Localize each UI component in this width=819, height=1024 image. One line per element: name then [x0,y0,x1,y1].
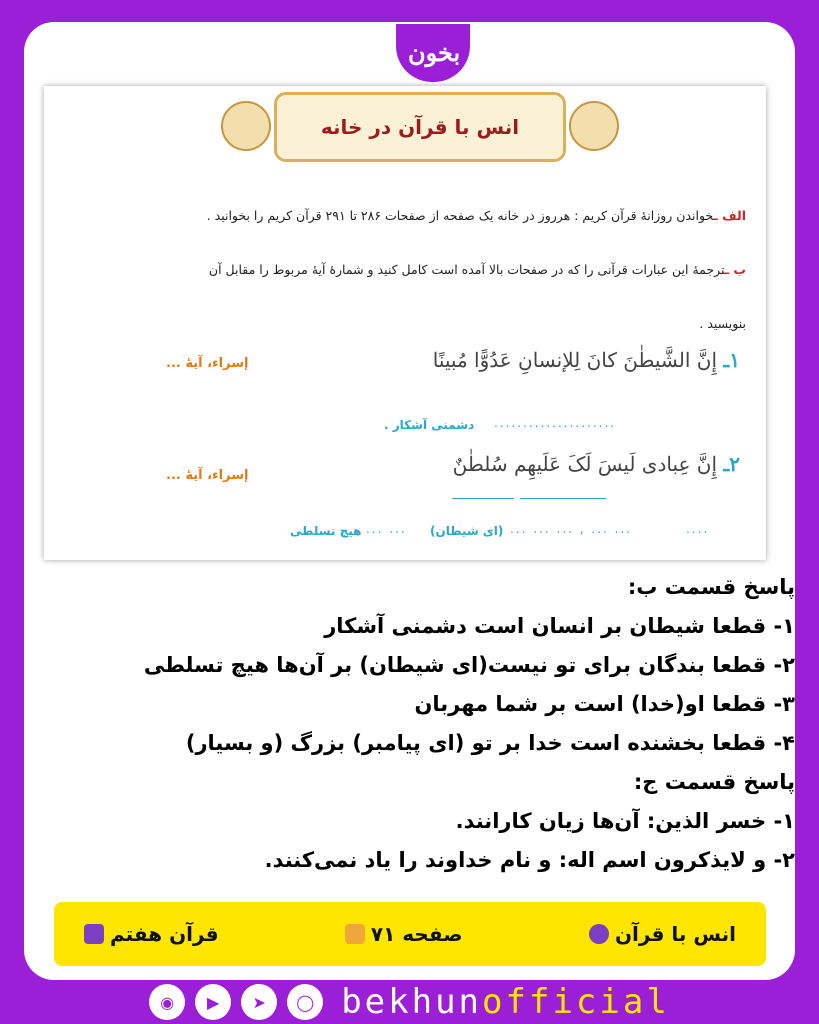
answer-line: ۳- قطعا او(خدا) است بر شما مهربان [414,692,795,716]
answers-block [55,568,795,880]
bekhun-logo [396,24,470,82]
footer-page-label: صفحه ۷۱ [370,922,463,946]
footer-course-label: قرآن هفتم [110,922,219,946]
answer-line: ۲- و لایذکرون اسم اله: و نام خداوند را یاد نمی‌کنند. [264,848,795,872]
alef-label: الف ـ [713,208,746,223]
title-frame [274,92,566,162]
textbook-scan [44,86,766,560]
brand-yellow: official [482,982,670,1022]
student-icon [589,924,609,944]
verse-1-dots: ..................... [494,416,617,430]
verse-2-dots-2: ... ... ... , ... ... [510,522,633,536]
verse-2-answer-none: هیچ تسلطی [290,524,362,538]
verse-2 [453,452,740,476]
verse-2-text: إِنَّ عِبادی لَیسَ لَکَ عَلَیهِم سُلطٰنٌ [452,452,718,476]
logo-text: بخون [408,38,461,67]
answer-line: ۱- خسر الذین: آن‌ها زیان کارانند. [455,809,795,833]
footer-page [345,922,463,946]
line-be [209,262,746,277]
answer-line: ۴- قطعا بخشنده است خدا بر تو (ای پیامبر) بزرگ (و بسیار) [185,731,795,755]
scan-title: انس با قرآن در خانه [320,115,520,139]
footer-topic [589,922,736,946]
be-text: ترجمهٔ این عبارات قرآنی را که در صفحات بالا آمده است کامل کنید و شمارهٔ آیهٔ مربوط را مقابل آن [208,262,725,277]
footer-bar [54,902,766,966]
verse-1 [433,348,740,372]
book-icon [345,924,365,944]
youtube-icon[interactable]: ▶ [195,984,231,1020]
verse-1-text: إِنَّ الشَّیطٰنَ کانَ لِلإنسانِ عَدُوًّا مُبینًا [432,348,718,372]
verse-2-dots-3: .... [686,522,710,536]
verse-2-answer-satan: (ای شیطان) [430,524,504,538]
verse-2-number: ۲ـ [723,452,740,476]
social-bar [0,980,819,1024]
graduation-icon [84,924,104,944]
answer-heading-je: پاسخ قسمت ج: [633,770,795,794]
instagram-icon[interactable]: ◯ [287,984,323,1020]
verse-2-underline-2 [520,498,606,499]
footer-course [84,922,219,946]
answer-line: ۱- قطعا شیطان بر انسان است دشمنی آشکار [324,614,795,638]
verse-1-answer: دشمنی آشکار . [384,418,475,432]
line-alef [207,208,746,223]
line-be-cont: بنویسید . [699,316,746,331]
verse-2-underline-1 [452,498,514,499]
brand-white: bekhun [341,982,483,1022]
answer-line: ۲- قطعا بندگان برای تو نیست(ای شیطان) بر آن‌ها هیچ تسلطی [143,653,795,677]
ornament-right-icon [569,101,619,151]
verse-1-reference: إسراء، آیهٔ ... [166,356,249,371]
verse-1-number: ۱ـ [723,348,740,372]
verse-2-dots-1: ... ... [366,522,407,536]
footer-topic-label: انس با قرآن [614,922,736,946]
be-label: ب ـ [724,262,746,277]
ornament-left-icon [221,101,271,151]
brand-name [341,982,670,1022]
verse-2-reference: إسراء، آیهٔ ... [166,468,249,483]
film-icon[interactable]: ◉ [149,984,185,1020]
telegram-icon[interactable]: ➤ [241,984,277,1020]
alef-text: خواندن روزانهٔ قرآن کریم : هرروز در خانه یک صفحه از صفحات ۲۸۶ تا ۲۹۱ قرآن کریم را بخوانید . [206,208,714,223]
answer-heading-be: پاسخ قسمت ب: [627,575,795,599]
